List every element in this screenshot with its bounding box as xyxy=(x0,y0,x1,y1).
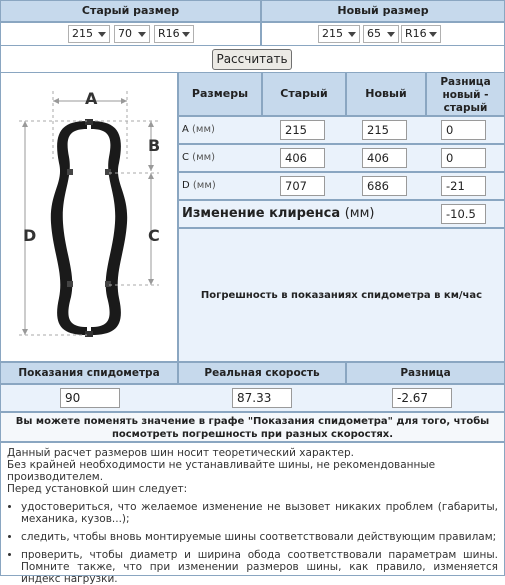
row-c-diff-input[interactable]: 0 xyxy=(441,148,486,168)
old-width-select[interactable] xyxy=(68,25,110,43)
real-speed-input[interactable]: 87.33 xyxy=(232,388,292,408)
speedo-note xyxy=(0,412,505,442)
row-a-old-input[interactable]: 215 xyxy=(280,120,325,140)
info-line-2: Без крайней необходимости не устанавливайте шины, не рекомендованные производителем. xyxy=(7,459,436,483)
row-a-label xyxy=(182,124,215,135)
row-c-new-input[interactable]: 406 xyxy=(362,148,407,168)
row-c-unit: (мм) xyxy=(192,152,216,163)
col-diff-label: Разница новый - старый xyxy=(440,76,491,114)
new-size-header xyxy=(261,0,505,22)
row-a-unit: (мм) xyxy=(192,124,215,135)
col-header-new xyxy=(346,72,426,116)
row-d-new-input[interactable]: 686 xyxy=(362,176,407,196)
col-old-label: Старый xyxy=(280,87,328,100)
row-a-name: A xyxy=(182,124,189,135)
old-rim-value: R16 xyxy=(158,27,180,40)
new-size-title: Новый размер xyxy=(337,4,429,17)
dim-label-c: C xyxy=(148,226,160,245)
new-rim-select[interactable] xyxy=(401,25,441,43)
new-profile-select[interactable] xyxy=(363,25,399,43)
speedo-note-text: Вы можете поменять значение в графе "Показания спидометра" для того, чтобы посмотреть погрешность при разных скоростях. xyxy=(15,416,490,440)
new-width-select[interactable] xyxy=(318,25,360,43)
info-line-1: Данный расчет размеров шин носит теоретический характер. xyxy=(7,447,354,459)
speedo-header-real xyxy=(178,362,346,384)
dim-label-b: B xyxy=(148,136,161,155)
tire-diagram-panel xyxy=(0,72,178,362)
row-d-diff-input[interactable]: -21 xyxy=(441,176,486,196)
speedo-header-shown xyxy=(0,362,178,384)
row-c-old-input[interactable]: 406 xyxy=(280,148,325,168)
new-profile-value: 65 xyxy=(367,27,381,40)
chevron-down-icon xyxy=(98,32,106,37)
row-d-label xyxy=(182,180,216,191)
row-d-old-input[interactable]: 707 xyxy=(280,176,325,196)
info-bullets xyxy=(7,501,498,585)
speedo-real-label: Реальная скорость xyxy=(204,367,320,379)
old-profile-value: 70 xyxy=(118,27,132,40)
new-rim-value: R16 xyxy=(405,27,427,40)
old-profile-select[interactable] xyxy=(114,25,150,43)
speed-diff-input[interactable]: -2.67 xyxy=(392,388,452,408)
chevron-down-icon xyxy=(387,32,395,37)
row-c-name: C xyxy=(182,152,189,163)
speedo-diff-label: Разница xyxy=(400,367,451,379)
row-a-new-input[interactable]: 215 xyxy=(362,120,407,140)
row-d-name: D xyxy=(182,180,190,191)
row-a-diff-input[interactable]: 0 xyxy=(441,120,486,140)
col-new-label: Новый xyxy=(365,87,407,100)
info-line-3: Перед установкой шин следует: xyxy=(7,483,188,495)
clearance-unit: (мм) xyxy=(344,206,375,221)
col-header-dimensions xyxy=(178,72,262,116)
row-c-label xyxy=(182,152,215,163)
chevron-down-icon xyxy=(429,32,437,37)
chevron-down-icon xyxy=(182,32,190,37)
calculate-button[interactable]: Рассчитать xyxy=(212,49,292,70)
old-width-value: 215 xyxy=(72,27,93,40)
speedo-error-title: Погрешность в показаниях спидометра в км/час xyxy=(200,290,483,301)
tire-diagram xyxy=(1,73,177,361)
info-block xyxy=(0,442,505,585)
row-d-unit: (мм) xyxy=(192,180,216,191)
speedo-shown-label: Показания спидометра xyxy=(18,367,160,379)
dim-label-a: A xyxy=(85,89,98,108)
speedo-header-diff xyxy=(346,362,505,384)
dim-label-d: D xyxy=(23,226,37,245)
new-width-value: 215 xyxy=(322,27,343,40)
clearance-label xyxy=(182,206,374,221)
old-rim-select[interactable] xyxy=(154,25,194,43)
info-bullet-2: • следить, чтобы вновь монтируемые шины соответствовали действующим правилам; xyxy=(21,531,498,543)
info-bullet-3: • проверить, чтобы диаметр и ширина обода соответствовали параметрам шины. Помните также, что при изменении размеров шины, как правило, изменяется индекс нагрузки. xyxy=(21,549,498,585)
old-size-header xyxy=(0,0,261,22)
col-header-diff xyxy=(426,72,505,116)
clearance-label-text: Изменение клиренса xyxy=(182,206,341,221)
old-size-title: Старый размер xyxy=(81,4,180,17)
col-dimensions-label: Размеры xyxy=(191,87,249,100)
chevron-down-icon xyxy=(138,32,146,37)
chevron-down-icon xyxy=(348,32,356,37)
clearance-input[interactable]: -10.5 xyxy=(441,204,486,224)
col-header-old xyxy=(262,72,346,116)
speedometer-input[interactable]: 90 xyxy=(60,388,120,408)
info-bullet-1: • удостовериться, что желаемое изменение не вызовет никаких проблем (габариты, механика, кузов...); xyxy=(21,501,498,525)
